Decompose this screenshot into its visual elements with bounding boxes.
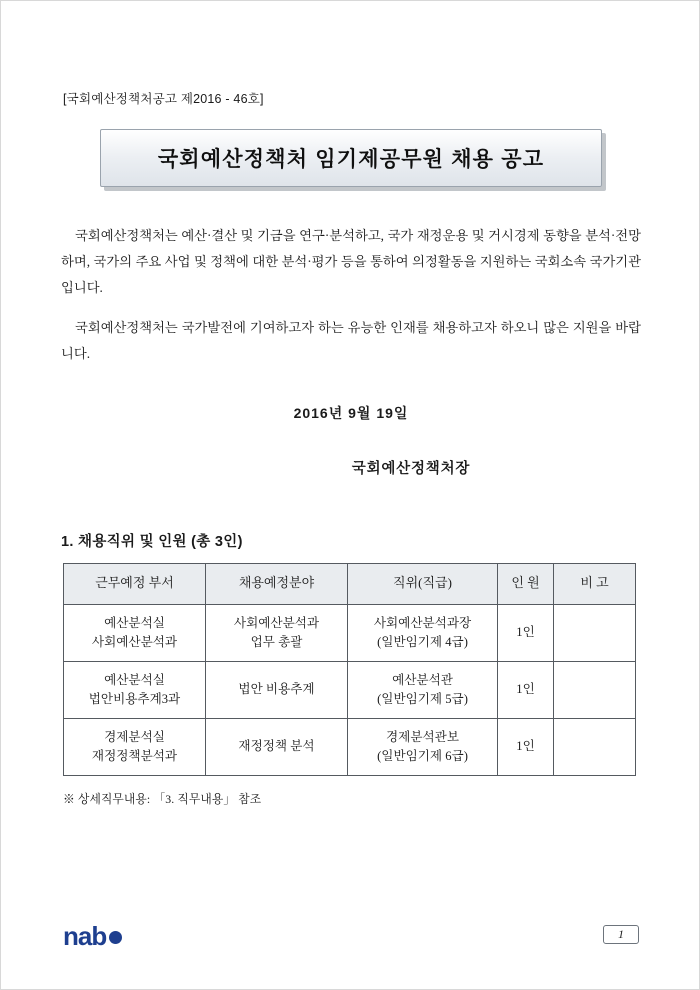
document-number: [국회예산정책처공고 제2016 - 46호] [63, 92, 264, 106]
cell-field-line1: 법안 비용추계 [238, 682, 315, 697]
cell-position [348, 604, 498, 661]
cell-note [554, 604, 636, 661]
cell-field-line1: 재정정책 분석 [238, 739, 315, 754]
table-header-row [64, 563, 636, 604]
cell-department-line1: 예산분석실 [104, 673, 165, 688]
cell-count: 1인 [498, 718, 554, 775]
page-title: 국회예산정책처 임기제공무원 채용 공고 [157, 148, 545, 171]
cell-count: 1인 [498, 604, 554, 661]
issuer-name: 국회예산정책처장 [351, 460, 471, 477]
cell-position-line1: 사회예산분석과장 [373, 616, 472, 631]
cell-field [206, 661, 348, 718]
cell-note [554, 661, 636, 718]
table-row [64, 718, 636, 775]
intro-paragraph-1: 국회예산정책처는 예산·결산 및 기금을 연구·분석하고, 국가 재정운용 및 거시경제 동향을 분석·전망하며, 국가의 주요 사업 및 정책에 대한 분석·평가 등을 통하여 의정활동을 지원하는 국회소속 국가기관입니다. [61, 228, 641, 295]
cell-position [348, 661, 498, 718]
table-footnote: ※ 상세직무내용: 「3. 직무내용」 참조 [63, 791, 262, 806]
cell-department [64, 661, 206, 718]
cell-department-line2: 사회예산분석과 [91, 634, 178, 649]
cell-position-line2: (일반임기제 4급) [377, 634, 468, 649]
recruitment-table [63, 563, 636, 776]
column-header-count: 인 원 [498, 563, 554, 604]
cell-field-line1: 사회예산분석과 [233, 616, 320, 631]
cell-note [554, 718, 636, 775]
announcement-date: 2016년 9월 19일 [293, 404, 409, 421]
cell-position-line2: (일반임기제 6급) [377, 748, 468, 763]
cell-department [64, 604, 206, 661]
column-header-department: 근무예정 부서 [64, 563, 206, 604]
column-header-note: 비 고 [554, 563, 636, 604]
cell-field-line2: 업무 총괄 [250, 634, 303, 649]
cell-field [206, 604, 348, 661]
cell-position-line2: (일반임기제 5급) [377, 691, 468, 706]
cell-department-line1: 예산분석실 [104, 616, 165, 631]
page-number: 1 [603, 925, 639, 944]
table-row [64, 661, 636, 718]
column-header-field: 채용예정분야 [206, 563, 348, 604]
cell-position-line1: 경제분석관보 [386, 730, 459, 745]
cell-count: 1인 [498, 661, 554, 718]
cell-department-line2: 법안비용추계3과 [88, 691, 181, 706]
table-row [64, 604, 636, 661]
logo-wordmark: nab [63, 921, 107, 951]
cell-position-line1: 예산분석관 [392, 673, 453, 688]
document-title-banner [100, 129, 602, 187]
cell-department-line1: 경제분석실 [104, 730, 165, 745]
document-content [61, 89, 641, 807]
logo-dot-icon [109, 931, 122, 944]
intro-paragraph-2: 국회예산정책처는 국가발전에 기여하고자 하는 유능한 인재를 채용하고자 하오니 많은 지원을 바랍니다. [61, 319, 641, 361]
cell-position [348, 718, 498, 775]
cell-department-line2: 재정정책분석과 [91, 748, 178, 763]
cell-department [64, 718, 206, 775]
cell-field [206, 718, 348, 775]
column-header-position: 직위(직급) [348, 563, 498, 604]
section-heading-recruitment: 1. 채용직위 및 인원 (총 3인) [61, 533, 243, 550]
nabo-logo [63, 921, 122, 952]
